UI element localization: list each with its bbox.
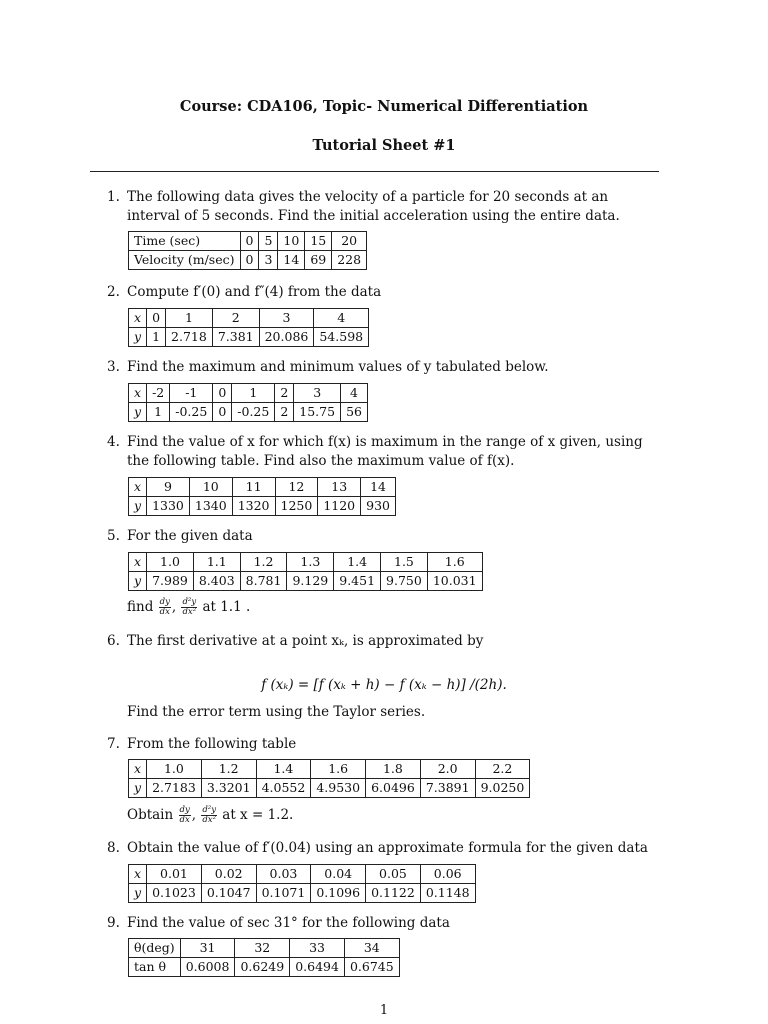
table-row	[129, 958, 400, 977]
table-cell: x	[129, 478, 147, 497]
table-cell: 0.1047	[201, 884, 256, 903]
problem-text: The first derivative at a point xₖ, is approximated by	[127, 633, 484, 649]
table-cell: 0.1023	[147, 884, 202, 903]
table-cell: 1.4	[334, 553, 381, 572]
table-row	[129, 232, 367, 251]
table-cell: 4.0552	[256, 779, 311, 798]
data-table-7	[128, 759, 530, 798]
dy-dx-fraction: $\frac{dy}{dx}$	[179, 805, 190, 825]
problem-text: Find the value of sec 31° for the following data	[127, 915, 450, 931]
table-cell: 0.01	[147, 865, 202, 884]
problem-number: 6.	[107, 633, 120, 649]
problem-number: 4.	[107, 434, 120, 450]
table-cell: -0.25	[170, 403, 213, 422]
problem-text: Obtain the value of f′(0.04) using an approximate formula for the given data	[127, 840, 648, 856]
table-cell: 4	[341, 384, 368, 403]
table-cell: 0.6249	[235, 958, 290, 977]
table-row	[129, 779, 530, 798]
table-cell: 34	[344, 939, 399, 958]
table-cell: 8.403	[193, 572, 240, 591]
table-cell: 20.086	[259, 328, 314, 347]
problem-number: 5.	[107, 528, 120, 544]
approximation-equation: f (xₖ) = [f (xₖ + h) − f (xₖ − h)] /(2h).	[261, 677, 507, 693]
table-cell: 9.451	[334, 572, 381, 591]
table-row	[129, 403, 368, 422]
table-row	[129, 865, 476, 884]
data-table-1	[128, 231, 367, 270]
table-cell: 3	[259, 309, 314, 328]
table-cell: 0.1096	[311, 884, 366, 903]
table-cell: 1.5	[381, 553, 428, 572]
followup-suffix: at 1.1 .	[202, 599, 251, 615]
table-cell: 0.1148	[420, 884, 475, 903]
table-cell: 1.0	[147, 760, 202, 779]
table-cell: 10	[189, 478, 232, 497]
table-cell: 1.2	[240, 553, 287, 572]
table-cell: 11	[232, 478, 275, 497]
table-cell: 0	[213, 403, 232, 422]
table-cell: 1120	[318, 497, 361, 516]
table-cell: 10	[278, 232, 305, 251]
table-row	[129, 553, 483, 572]
table-cell: 0.6494	[290, 958, 345, 977]
problem-5-followup: find $\frac{dy}{dx}$ , $\frac{\text{d²y}}{\text{dx²}}$ at 1.1 .	[127, 597, 251, 617]
table-cell: 6.0496	[366, 779, 421, 798]
table-cell: 0.05	[366, 865, 421, 884]
data-table-5	[128, 552, 483, 591]
table-cell: 9.129	[287, 572, 334, 591]
table-cell: y	[129, 779, 147, 798]
table-row	[129, 328, 369, 347]
table-cell: y	[129, 497, 147, 516]
table-cell: 7.989	[147, 572, 194, 591]
table-cell: 9	[147, 478, 190, 497]
problem-text: Find the maximum and minimum values of y tabulated below.	[127, 359, 549, 375]
table-cell: 20	[332, 232, 367, 251]
table-cell: 2.7183	[147, 779, 202, 798]
dy-dx-fraction: $\frac{dy}{dx}$	[159, 597, 170, 617]
table-cell: 9.750	[381, 572, 428, 591]
table-cell: 2	[212, 309, 259, 328]
table-cell: -0.25	[232, 403, 275, 422]
table-cell: 0.1071	[256, 884, 311, 903]
table-cell: 33	[290, 939, 345, 958]
d2y-dx2-fraction: $\frac{\text{d²y}}{\text{dx²}}$	[202, 805, 216, 825]
table-cell: 1320	[232, 497, 275, 516]
table-cell: x	[129, 309, 147, 328]
table-cell: 2.718	[166, 328, 213, 347]
table-row	[129, 760, 530, 779]
table-cell: 1330	[147, 497, 190, 516]
table-cell: 0.6745	[344, 958, 399, 977]
sheet-subtitle: Tutorial Sheet #1	[312, 137, 456, 154]
table-cell: 3.3201	[201, 779, 256, 798]
table-cell: 14	[278, 251, 305, 270]
page-number: 1	[379, 1003, 389, 1018]
table-row	[129, 497, 396, 516]
table-cell: y	[129, 328, 147, 347]
table-cell: 1	[232, 384, 275, 403]
data-table-8	[128, 864, 476, 903]
table-cell: 0	[240, 232, 259, 251]
table-cell: 1.6	[311, 760, 366, 779]
table-cell: 31	[180, 939, 235, 958]
problem-number: 9.	[107, 915, 120, 931]
table-cell: 1.8	[366, 760, 421, 779]
table-cell: 9.0250	[475, 779, 530, 798]
problem-number: 2.	[107, 284, 120, 300]
table-cell: 0	[213, 384, 232, 403]
table-row	[129, 251, 367, 270]
problem-number: 1.	[107, 189, 120, 205]
followup-prefix: Obtain	[127, 807, 174, 823]
table-cell: 0.06	[420, 865, 475, 884]
table-cell: 32	[235, 939, 290, 958]
d2y-dx2-fraction: $\frac{\text{d²y}}{\text{dx²}}$	[182, 597, 197, 617]
table-cell: 7.3891	[420, 779, 475, 798]
table-cell: 0.02	[201, 865, 256, 884]
table-cell: 15	[305, 232, 332, 251]
table-cell: 0.03	[256, 865, 311, 884]
data-table-3	[128, 383, 368, 422]
table-cell: 1.3	[287, 553, 334, 572]
table-cell: 69	[305, 251, 332, 270]
table-cell: θ(deg)	[129, 939, 181, 958]
table-cell: x	[129, 760, 147, 779]
table-cell: 3	[294, 384, 341, 403]
table-cell: 1.2	[201, 760, 256, 779]
table-cell: 1.1	[193, 553, 240, 572]
table-cell: 228	[332, 251, 367, 270]
table-cell: Time (sec)	[129, 232, 241, 251]
table-row	[129, 478, 396, 497]
table-row	[129, 939, 400, 958]
problem-number: 7.	[107, 736, 120, 752]
table-cell: 56	[341, 403, 368, 422]
table-cell: 1	[147, 403, 170, 422]
data-table-9	[128, 938, 400, 977]
problem-6-followup: Find the error term using the Taylor series.	[127, 704, 426, 720]
table-cell: 930	[361, 497, 396, 516]
table-cell: 2	[275, 384, 294, 403]
problem-number: 3.	[107, 359, 120, 375]
table-cell: 8.781	[240, 572, 287, 591]
table-row	[129, 309, 369, 328]
table-cell: 1.6	[427, 553, 482, 572]
table-cell: y	[129, 884, 147, 903]
table-cell: 7.381	[212, 328, 259, 347]
problem-text: Compute f′(0) and f″(4) from the data	[127, 284, 382, 300]
table-row	[129, 884, 476, 903]
table-cell: 1	[166, 309, 213, 328]
table-cell: 2.2	[475, 760, 530, 779]
table-cell: 13	[318, 478, 361, 497]
followup-suffix: at x = 1.2.	[222, 807, 294, 823]
table-cell: 0.6008	[180, 958, 235, 977]
table-cell: 10.031	[427, 572, 482, 591]
problem-number: 8.	[107, 840, 120, 856]
problem-text: The following data gives the velocity of a particle for 20 seconds at an interval of 5 seconds. Find the initial acceleration using the entire data.	[127, 189, 620, 224]
course-title: Course: CDA106, Topic- Numerical Differentiation	[179, 98, 589, 115]
table-cell: 4.9530	[311, 779, 366, 798]
header-divider	[90, 171, 659, 172]
data-table-2	[128, 308, 369, 347]
table-cell: y	[129, 403, 147, 422]
table-cell: -1	[170, 384, 213, 403]
problem-text: Find the value of x for which f(x) is maximum in the range of x given, using the following table. Find also the maximum value of f(x).	[127, 434, 643, 469]
problem-text: From the following table	[127, 736, 297, 752]
table-cell: 54.598	[314, 328, 369, 347]
table-row	[129, 572, 483, 591]
table-cell: -2	[147, 384, 170, 403]
table-cell: x	[129, 553, 147, 572]
table-cell: 0	[240, 251, 259, 270]
table-row	[129, 384, 368, 403]
table-cell: x	[129, 865, 147, 884]
table-cell: 5	[259, 232, 278, 251]
table-cell: 2.0	[420, 760, 475, 779]
table-cell: 12	[275, 478, 318, 497]
table-cell: y	[129, 572, 147, 591]
table-cell: 1.0	[147, 553, 194, 572]
table-cell: 0.1122	[366, 884, 421, 903]
table-cell: 1.4	[256, 760, 311, 779]
table-cell: 14	[361, 478, 396, 497]
problem-text: For the given data	[127, 528, 253, 544]
table-cell: Velocity (m/sec)	[129, 251, 241, 270]
table-cell: 15.75	[294, 403, 341, 422]
problem-7-followup: Obtain $\frac{dy}{dx}$ , $\frac{\text{d²y}}{\text{dx²}}$ at x = 1.2.	[127, 805, 294, 825]
table-cell: 3	[259, 251, 278, 270]
table-cell: 4	[314, 309, 369, 328]
table-cell: 0.04	[311, 865, 366, 884]
table-cell: 1250	[275, 497, 318, 516]
data-table-4	[128, 477, 396, 516]
table-cell: 1340	[189, 497, 232, 516]
table-cell: 0	[147, 309, 166, 328]
table-cell: tan θ	[129, 958, 181, 977]
table-cell: 2	[275, 403, 294, 422]
followup-prefix: find	[127, 599, 154, 615]
table-cell: x	[129, 384, 147, 403]
table-cell: 1	[147, 328, 166, 347]
